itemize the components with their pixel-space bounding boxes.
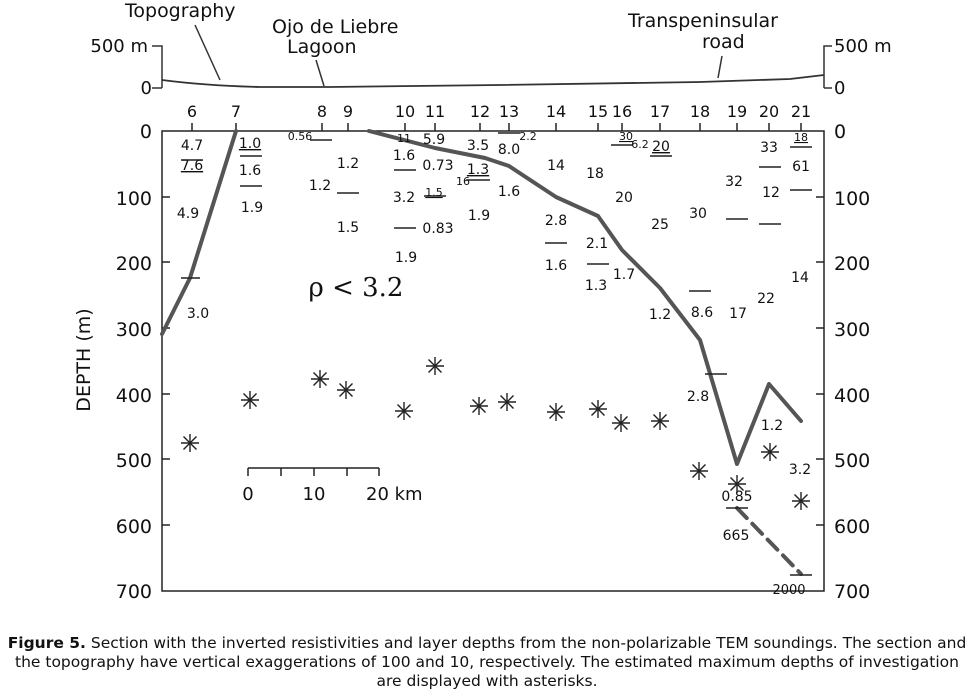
resistivity-label: 6.2 bbox=[631, 138, 649, 151]
lagoon-pointer bbox=[316, 60, 324, 86]
topography-panel bbox=[90, 0, 891, 99]
resistivity-label: 14 bbox=[791, 270, 809, 286]
resistivity-label: 3.5 bbox=[466, 138, 490, 154]
topography-label: Topography bbox=[125, 0, 236, 22]
resistivity-label: 22 bbox=[757, 291, 775, 307]
depth-tick-700: 700 bbox=[115, 581, 152, 603]
asterisk-marker bbox=[690, 462, 708, 480]
resistivity-label: 1.2 bbox=[760, 418, 784, 434]
scale-label-0: 0 bbox=[242, 484, 254, 505]
depth-tick-700-right: 700 bbox=[834, 581, 871, 603]
resistivity-label: 33 bbox=[760, 140, 778, 156]
resistivity-label: 12 bbox=[762, 185, 780, 201]
asterisk-marker bbox=[311, 370, 329, 388]
scale-label-20: 20 km bbox=[366, 484, 423, 505]
station-label: 10 bbox=[394, 102, 416, 121]
station-label: 16 bbox=[611, 102, 633, 121]
scale-label-10: 10 bbox=[302, 484, 326, 505]
depth-tick-300-right: 300 bbox=[834, 319, 871, 341]
basin-boundary bbox=[162, 131, 801, 574]
resistivity-label: 1.6 bbox=[497, 184, 521, 200]
rho-annotation: ρ < 3.2 bbox=[308, 273, 404, 303]
asterisk-marker bbox=[337, 381, 355, 399]
asterisk-marker bbox=[651, 412, 669, 430]
depth-tick-500: 500 bbox=[115, 450, 152, 472]
resistivity-label: 1.3 bbox=[466, 162, 490, 178]
topo-right-0: 0 bbox=[834, 78, 846, 99]
resistivity-label: 1.6 bbox=[238, 163, 262, 179]
resistivity-label: 665 bbox=[722, 528, 750, 544]
asterisk-marker bbox=[181, 434, 199, 452]
resistivity-label: 30 bbox=[619, 130, 633, 143]
figure-caption-text: Section with the inverted resistivities and layer depths from the non-polarizable TEM soundings. The section and the topography have vertical exaggerations of 100 and 10, respectively. The estimated maximum depths of investigation are displayed with asterisks. bbox=[15, 634, 967, 690]
figure-caption-label: Figure 5. bbox=[7, 634, 86, 652]
lagoon-label-line1: Ojo de Liebre bbox=[272, 16, 399, 38]
asterisk-marker bbox=[241, 391, 259, 409]
station-label: 8 bbox=[316, 102, 328, 121]
resistivity-label: 18 bbox=[586, 166, 604, 182]
station-label: 7 bbox=[230, 102, 242, 121]
resistivity-label: 1.2 bbox=[336, 156, 360, 172]
station-label: 14 bbox=[545, 102, 567, 121]
resistivity-label: 1.5 bbox=[425, 186, 443, 199]
depth-tick-600-right: 600 bbox=[834, 516, 871, 538]
station-label: 6 bbox=[186, 102, 198, 121]
depth-tick-100: 100 bbox=[115, 188, 152, 210]
resistivity-label: 1.9 bbox=[394, 250, 418, 266]
resistivity-label: 11 bbox=[397, 132, 411, 145]
station-label: 11 bbox=[424, 102, 446, 121]
resistivity-label: 8.6 bbox=[690, 305, 714, 321]
resistivity-label: 25 bbox=[651, 217, 669, 233]
resistivity-label: 2.1 bbox=[585, 236, 609, 252]
resistivity-label: 4.7 bbox=[180, 138, 204, 154]
left-depth-axis bbox=[73, 121, 170, 603]
depth-tick-0-right: 0 bbox=[834, 121, 847, 143]
depth-tick-200: 200 bbox=[115, 253, 152, 275]
asterisk-marker bbox=[761, 443, 779, 461]
resistivity-label: 0.85 bbox=[721, 489, 753, 505]
topography-right-scale bbox=[824, 46, 832, 88]
distance-scale-bar bbox=[242, 468, 422, 505]
topography-pointer bbox=[195, 25, 220, 80]
resistivity-label: 16 bbox=[456, 175, 470, 188]
resistivity-label: 14 bbox=[547, 158, 565, 174]
resistivity-label: 1.6 bbox=[544, 258, 568, 274]
resistivity-label: 1.2 bbox=[648, 307, 672, 323]
depth-tick-500-right: 500 bbox=[834, 450, 871, 472]
topo-right-500: 500 m bbox=[834, 36, 892, 57]
station-label: 13 bbox=[498, 102, 520, 121]
resistivity-label: 1.3 bbox=[584, 278, 608, 294]
resistivity-label: 3.0 bbox=[186, 306, 210, 322]
station-label: 19 bbox=[726, 102, 748, 121]
asterisk-marker bbox=[426, 357, 444, 375]
depth-tick-100-right: 100 bbox=[834, 188, 871, 210]
topography-profile bbox=[162, 75, 824, 87]
investigation-depth-asterisks bbox=[181, 357, 810, 510]
resistivity-label: 1.0 bbox=[238, 136, 262, 152]
resistivity-label: 4.9 bbox=[176, 206, 200, 222]
resistivity-label: 20 bbox=[615, 190, 633, 206]
resistivity-label: 2000 bbox=[772, 583, 806, 598]
resistivity-label: 7.6 bbox=[180, 158, 204, 174]
resistivity-label: 3.2 bbox=[392, 190, 416, 206]
resistivity-label: 30 bbox=[689, 206, 707, 222]
resistivity-label: 17 bbox=[729, 306, 747, 322]
depth-tick-300: 300 bbox=[115, 319, 152, 341]
asterisk-marker bbox=[728, 475, 746, 493]
resistivity-label: 1.9 bbox=[240, 200, 264, 216]
station-label: 12 bbox=[469, 102, 491, 121]
road-label-line2: road bbox=[702, 31, 745, 53]
station-label: 9 bbox=[342, 102, 354, 121]
resistivity-label: 20 bbox=[652, 139, 670, 155]
station-axis bbox=[187, 102, 811, 131]
resistivity-label: 3.2 bbox=[788, 462, 812, 478]
resistivity-label: 61 bbox=[792, 159, 810, 175]
asterisk-marker bbox=[792, 492, 810, 510]
depth-tick-400-right: 400 bbox=[834, 385, 871, 407]
resistivity-label: 32 bbox=[725, 174, 743, 190]
resistivity-label: 2.2 bbox=[519, 130, 537, 143]
lagoon-label-line2: Lagoon bbox=[287, 36, 357, 58]
station-label: 21 bbox=[790, 102, 812, 121]
resistivity-label: 5.9 bbox=[422, 132, 446, 148]
road-label-line1: Transpeninsular bbox=[628, 10, 778, 32]
resistivity-label: 1.5 bbox=[336, 220, 360, 236]
resistivity-values bbox=[177, 130, 811, 598]
depth-tick-200-right: 200 bbox=[834, 253, 871, 275]
resistivity-label: 8.0 bbox=[497, 142, 521, 158]
resistivity-label: 1.6 bbox=[392, 148, 416, 164]
topo-left-500: 500 m bbox=[90, 36, 148, 57]
resistivity-label: 2.8 bbox=[544, 213, 568, 229]
depth-tick-0: 0 bbox=[139, 121, 152, 143]
road-pointer bbox=[718, 56, 722, 78]
asterisk-marker bbox=[612, 414, 630, 432]
resistivity-label: 1.9 bbox=[467, 208, 491, 224]
depth-tick-600: 600 bbox=[115, 516, 152, 538]
station-label: 20 bbox=[758, 102, 780, 121]
layer-markers bbox=[181, 133, 812, 575]
resistivity-label: 18 bbox=[794, 131, 808, 144]
asterisk-marker bbox=[395, 402, 413, 420]
asterisk-marker bbox=[470, 397, 488, 415]
resistivity-label: 2.8 bbox=[686, 389, 710, 405]
resistivity-label: 0.83 bbox=[422, 221, 454, 237]
resistivity-label: 1.7 bbox=[612, 267, 636, 283]
resistivity-label: 0.73 bbox=[422, 158, 454, 174]
depth-tick-400: 400 bbox=[115, 385, 152, 407]
resistivity-label: 0.56 bbox=[287, 130, 313, 143]
station-label: 18 bbox=[689, 102, 711, 121]
resistivity-label: 1.2 bbox=[308, 178, 332, 194]
topography-left-scale bbox=[152, 46, 162, 88]
asterisk-marker bbox=[498, 393, 516, 411]
topo-left-0: 0 bbox=[140, 78, 152, 99]
station-label: 15 bbox=[587, 102, 609, 121]
figure-caption bbox=[4, 634, 970, 691]
asterisk-marker bbox=[547, 403, 565, 421]
station-label: 17 bbox=[649, 102, 671, 121]
asterisk-marker bbox=[589, 400, 607, 418]
depth-axis-label: DEPTH (m) bbox=[73, 308, 95, 412]
